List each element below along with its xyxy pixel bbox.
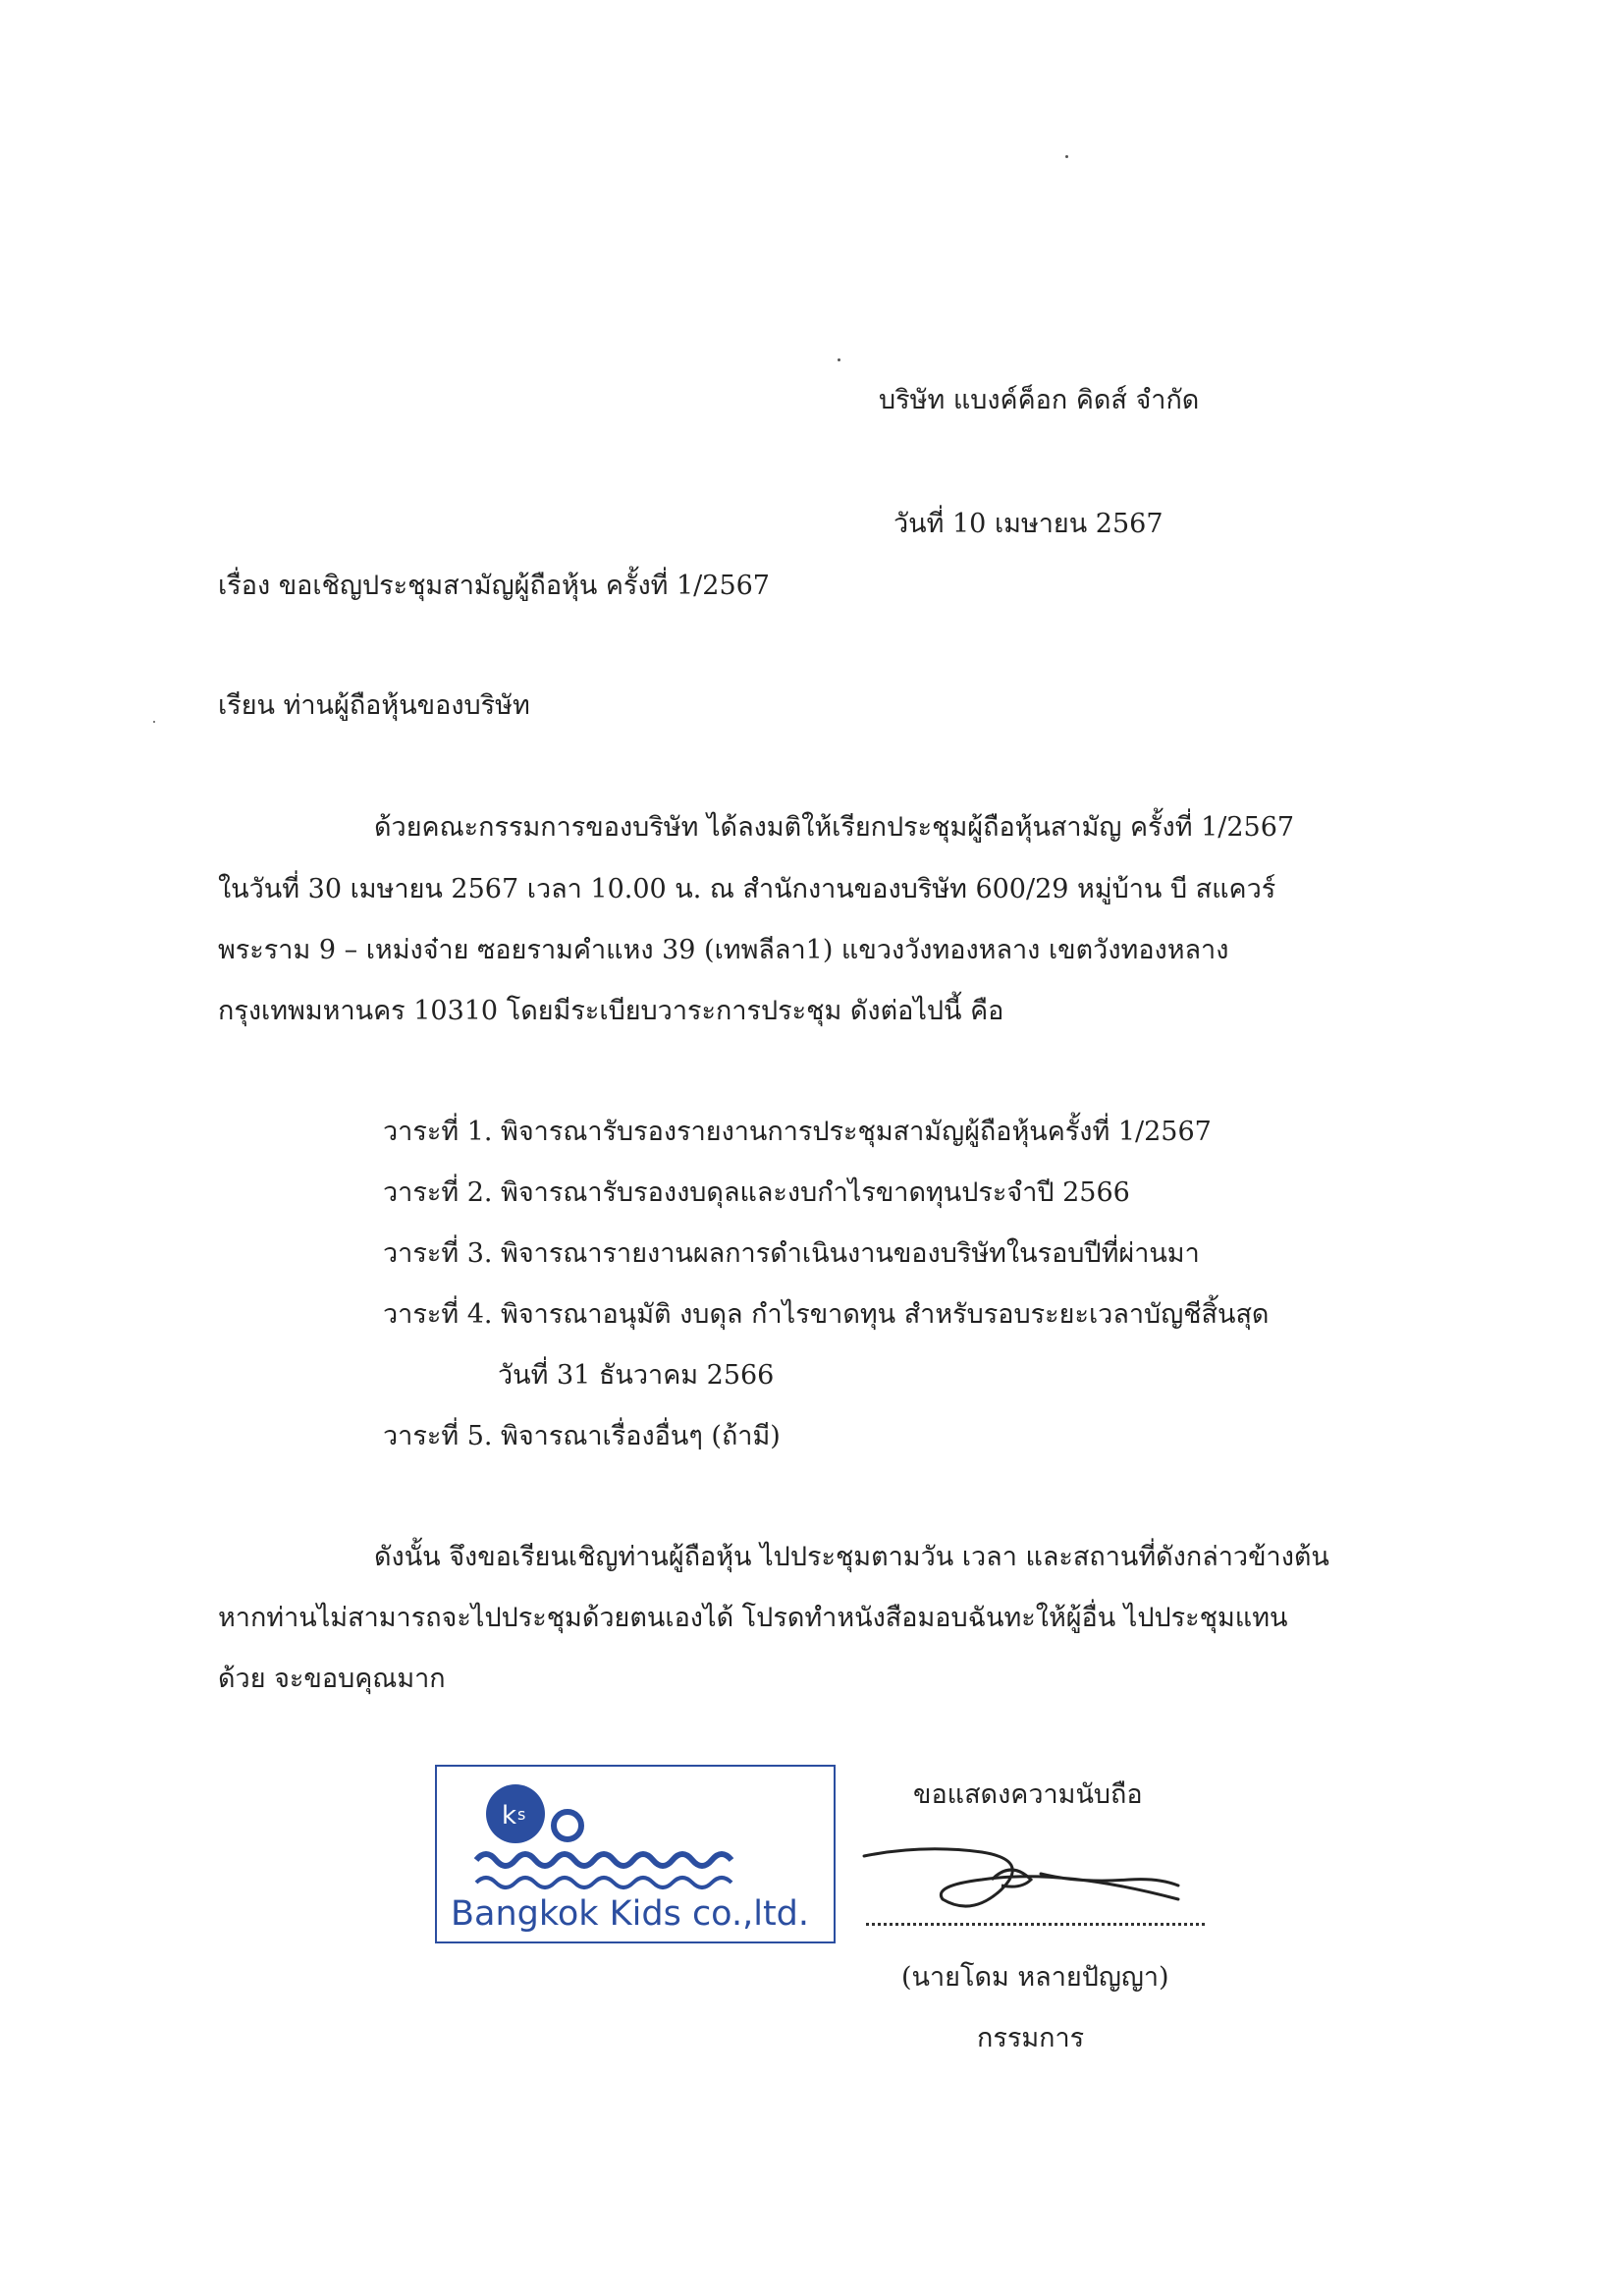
body-line: พระราม 9 – เหม่งจ๋าย ซอยรามคำแหง 39 (เทพลีลา1) แขวงวังทองหลาง เขตวังทองหลาง xyxy=(218,935,1229,965)
scan-speck xyxy=(153,721,155,723)
closing-line: ด้วย จะขอบคุณมาก xyxy=(218,1664,446,1694)
body-line: ด้วยคณะกรรมการของบริษัท ได้ลงมติให้เรียกประชุมผู้ถือหุ้นสามัญ ครั้งที่ 1/2567 xyxy=(374,812,1295,843)
closing-line: หากท่านไม่สามารถจะไปประชุมด้วยตนเองได้ โปรดทำหนังสือมอบฉันทะให้ผู้อื่น ไปประชุมแทน xyxy=(218,1603,1288,1633)
company-name: บริษัท แบงค์ค็อก คิดส์ จำกัด xyxy=(879,385,1200,415)
body-line: กรุงเทพมหานคร 10310 โดยมีระเบียบวาระการประชุม ดังต่อไปนี้ คือ xyxy=(218,996,1004,1026)
company-stamp xyxy=(435,1765,836,1943)
agenda-item-2: วาระที่ 2. พิจารณารับรองงบดุลและงบกำไรขาดทุนประจำปี 2566 xyxy=(383,1177,1130,1208)
signature-dotted-line xyxy=(866,1923,1205,1926)
stamp-company-text: Bangkok Kids co.,ltd. xyxy=(451,1894,810,1934)
agenda-item-3: วาระที่ 3. พิจารณารายงานผลการดำเนินงานของบริษัทในรอบปีที่ผ่านมา xyxy=(383,1238,1200,1269)
svg-text:s: s xyxy=(517,1805,526,1824)
scan-speck xyxy=(1065,155,1068,158)
salutation: เรียน ท่านผู้ถือหุ้นของบริษัท xyxy=(218,690,530,721)
body-line: ในวันที่ 30 เมษายน 2567 เวลา 10.00 น. ณ สำนักงานของบริษัท 600/29 หมู่บ้าน บี สแควร์ xyxy=(218,874,1276,904)
subject-line: เรื่อง ขอเชิญประชุมสามัญผู้ถือหุ้น ครั้งที่ 1/2567 xyxy=(218,571,770,601)
letter-date: วันที่ 10 เมษายน 2567 xyxy=(893,509,1164,539)
agenda-item-4: วาระที่ 4. พิจารณาอนุมัติ งบดุล กำไรขาดทุน สำหรับรอบระยะเวลาบัญชีสิ้นสุด xyxy=(383,1299,1270,1330)
regards-text: ขอแสดงความนับถือ xyxy=(913,1779,1143,1810)
signer-name: (นายโดม หลายปัญญา) xyxy=(901,1962,1169,1993)
agenda-item-4-continuation: วันที่ 31 ธันวาคม 2566 xyxy=(498,1360,775,1391)
scan-speck xyxy=(838,358,840,361)
signer-title: กรรมการ xyxy=(977,2023,1085,2053)
svg-text:k: k xyxy=(502,1801,517,1831)
agenda-item-5: วาระที่ 5. พิจารณาเรื่องอื่นๆ (ถ้ามี) xyxy=(383,1421,781,1451)
agenda-item-1: วาระที่ 1. พิจารณารับรองรายงานการประชุมสามัญผู้ถือหุ้นครั้งที่ 1/2567 xyxy=(383,1117,1212,1147)
signature xyxy=(844,1836,1218,1925)
closing-line: ดังนั้น จึงขอเรียนเชิญท่านผู้ถือหุ้น ไปประชุมตามวัน เวลา และสถานที่ดังกล่าวข้างต้น xyxy=(374,1542,1329,1572)
